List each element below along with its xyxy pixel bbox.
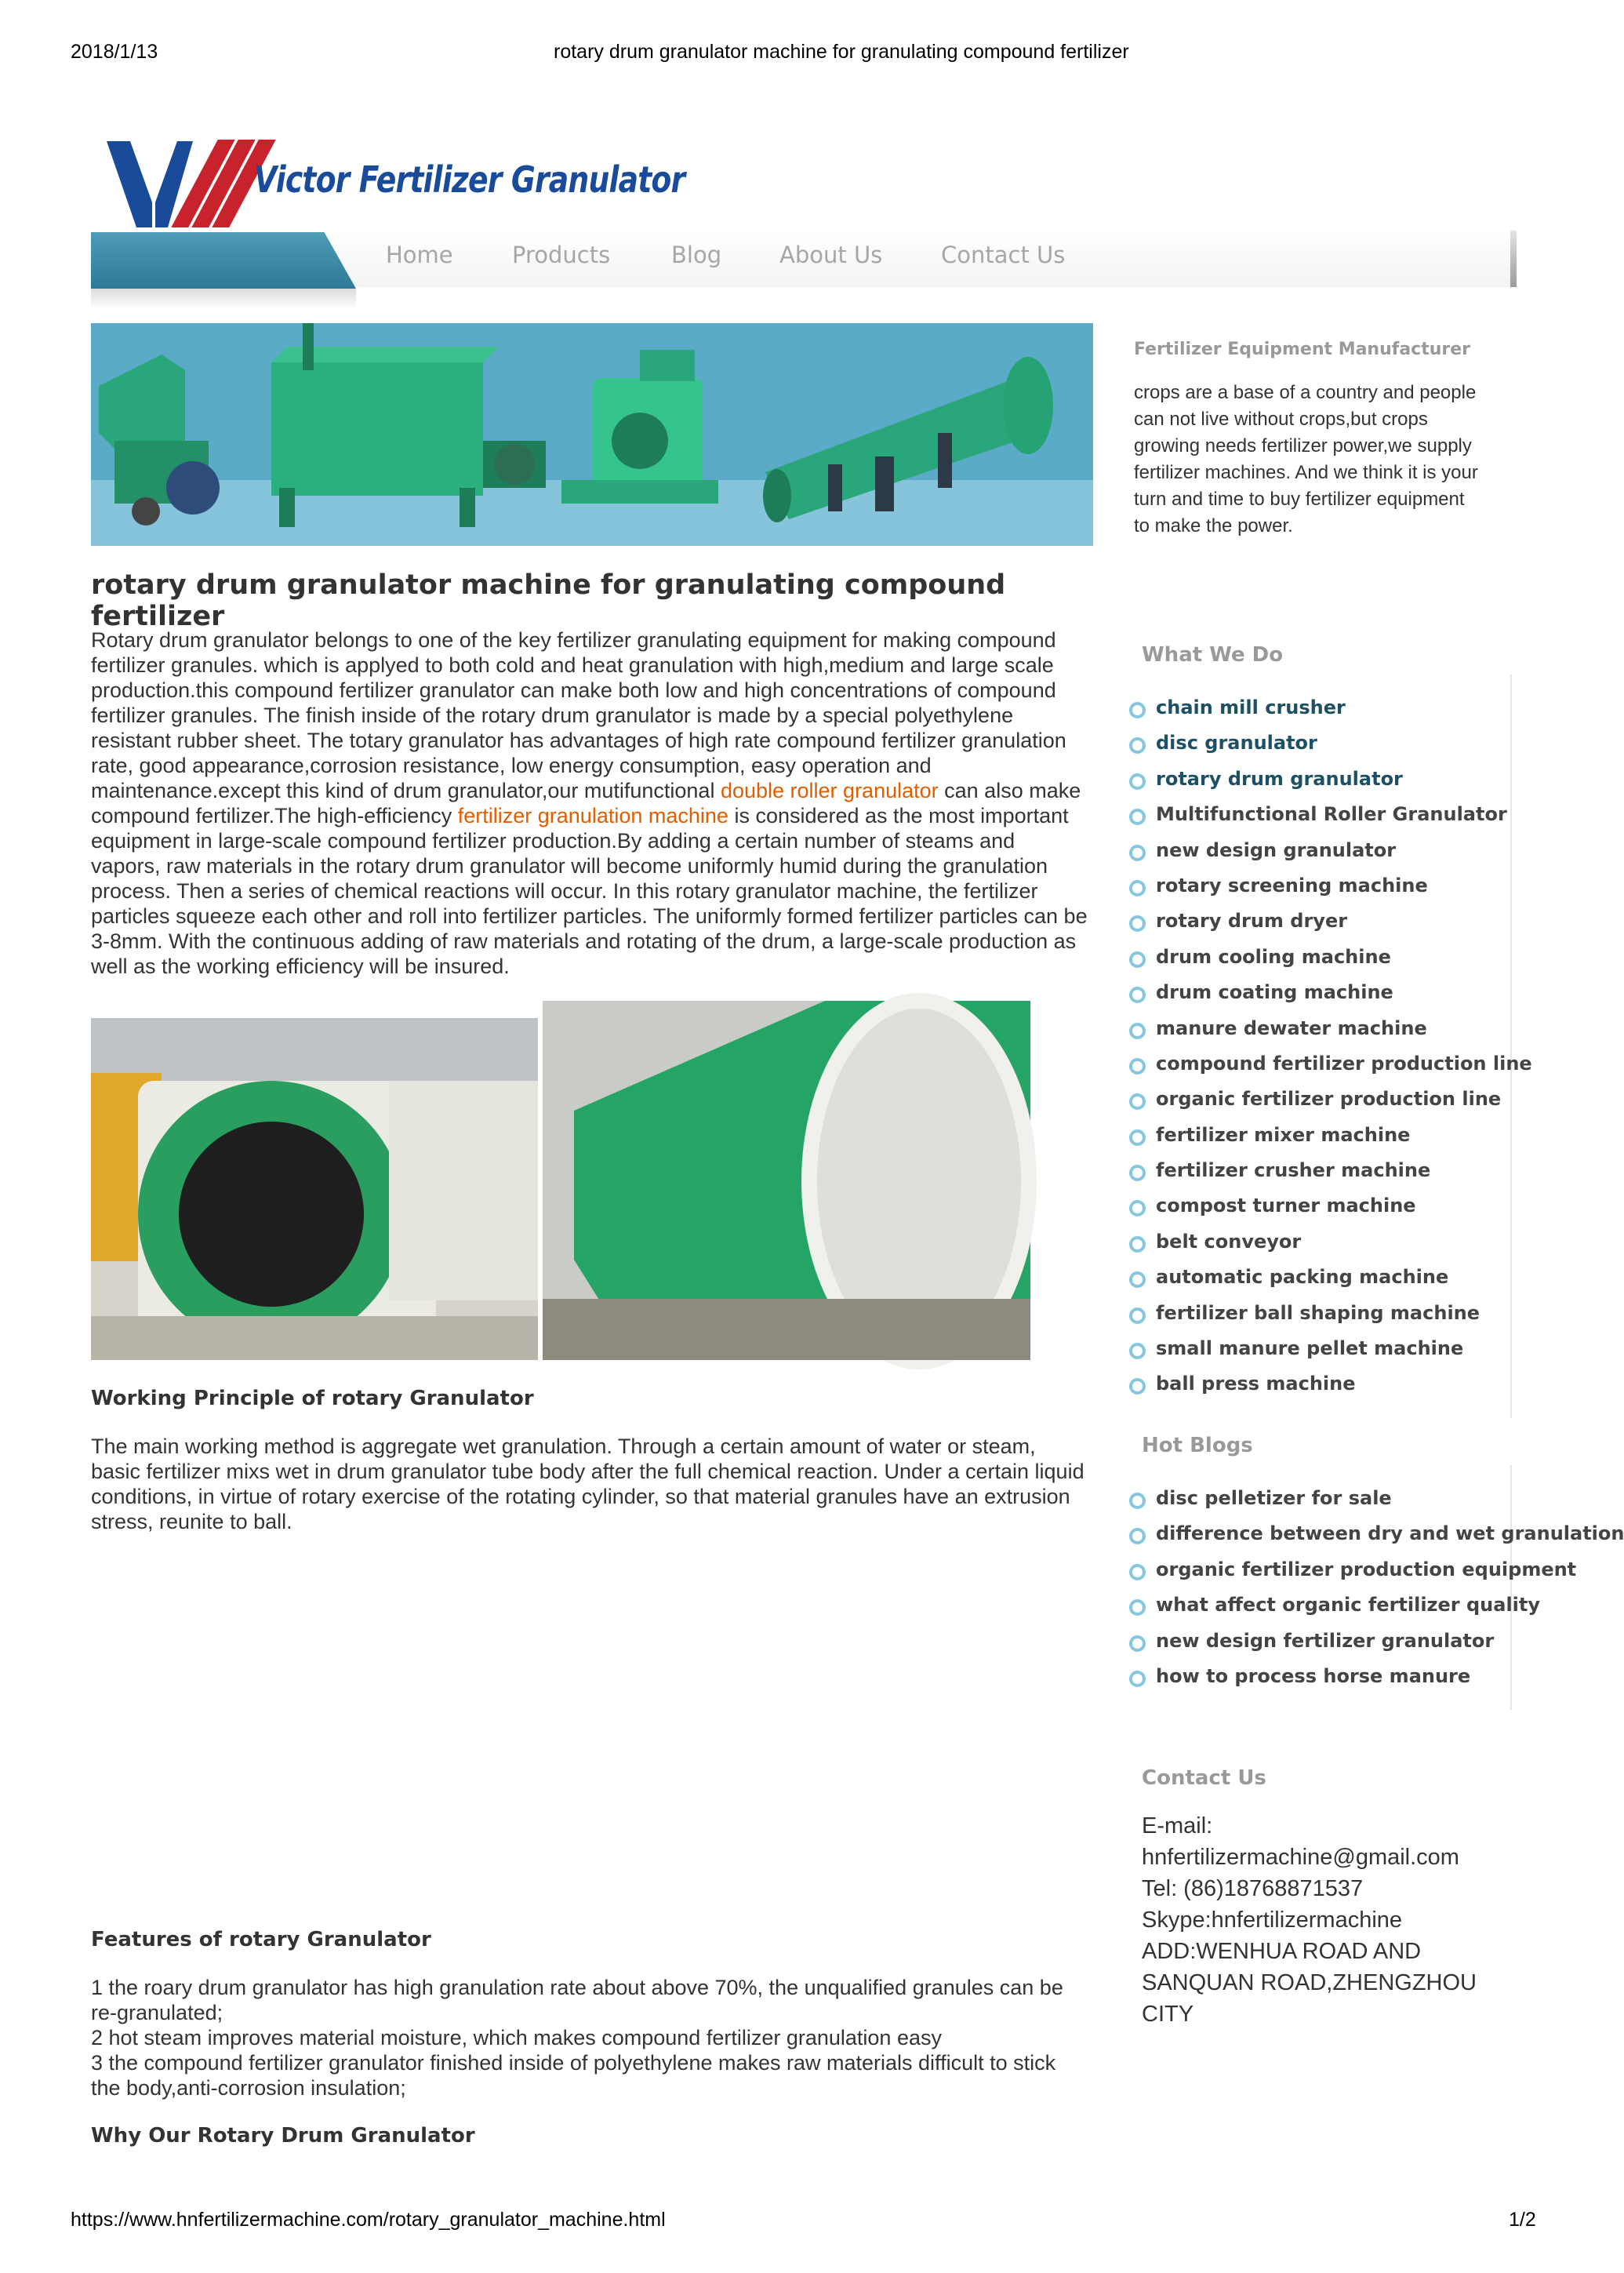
contact-email-label: E-mail: bbox=[1142, 1813, 1213, 1838]
intro-text-part-1: Rotary drum granulator belongs to one of the key fertilizer granulating equipment for making compound fertilizer granules. which is applyed to both cold and heat granulation with high,medium and large scale production.this compound fertilizer granulator can make both low and high concentrations of compound fertilizer granules. The finish inside of the rotary drum granulator is made by a special polyethylene resistant rubber sheet. The totary granulator has advantages of high rate compound fertilizer granulation rate, good appearance,corrosion resistance, low energy consumption, easy operation and maintenance.except this kind of drum granulator,our mutifunctional bbox=[91, 628, 1066, 802]
link-fertilizer-granulation-machine[interactable]: fertilizer granulation machine bbox=[457, 804, 728, 827]
sidebar-item-fertilizer-mixer-machine[interactable]: fertilizer mixer machine bbox=[1129, 1124, 1510, 1159]
what-we-do-list bbox=[1129, 696, 1532, 1409]
nav-shadow bbox=[91, 289, 356, 309]
print-url: https://www.hnfertilizermachine.com/rotary_granulator_machine.html bbox=[71, 2209, 666, 2231]
bullet-icon bbox=[1129, 1599, 1146, 1616]
bullet-icon bbox=[1129, 915, 1146, 932]
bullet-icon bbox=[1129, 845, 1146, 861]
main-nav bbox=[91, 231, 1517, 309]
bullet-icon bbox=[1129, 737, 1146, 754]
bullet-icon bbox=[1129, 1343, 1146, 1359]
granulator-photo-left-image bbox=[91, 1018, 538, 1360]
sidebar-item-rotary-drum-dryer[interactable]: rotary drum dryer bbox=[1129, 910, 1510, 945]
blog-item-organic-fertilizer-quality[interactable]: what affect organic fertilizer quality bbox=[1129, 1594, 1510, 1629]
blog-item-horse-manure[interactable]: how to process horse manure bbox=[1129, 1665, 1510, 1700]
bullet-icon bbox=[1129, 1023, 1146, 1039]
bullet-icon bbox=[1129, 1236, 1146, 1253]
sidebar-item-drum-coating-machine[interactable]: drum coating machine bbox=[1129, 981, 1510, 1016]
blog-item-new-design-granulator[interactable]: new design fertilizer granulator bbox=[1129, 1630, 1510, 1665]
bullet-icon bbox=[1129, 809, 1146, 825]
print-page-number: 1/2 bbox=[1509, 2209, 1536, 2231]
hot-blogs-box bbox=[1112, 1465, 1624, 1710]
nav-contact-us[interactable]: Contact Us bbox=[941, 242, 1066, 268]
sidebar-item-disc-granulator[interactable]: disc granulator bbox=[1129, 732, 1510, 767]
nav-products[interactable]: Products bbox=[512, 242, 611, 268]
sidebar-item-new-design-granulator[interactable]: new design granulator bbox=[1129, 839, 1510, 875]
nav-accent-block bbox=[91, 232, 356, 289]
blog-item-disc-pelletizer[interactable]: disc pelletizer for sale bbox=[1129, 1487, 1510, 1522]
sidebar-item-rotary-screening-machine[interactable]: rotary screening machine bbox=[1129, 875, 1510, 910]
sidebar-item-compound-fertilizer-production-line[interactable]: compound fertilizer production line bbox=[1129, 1053, 1510, 1088]
feature-item: 2 hot steam improves material moisture, which makes compound fertilizer granulation easy bbox=[91, 2026, 942, 2049]
hot-blogs-heading: Hot Blogs bbox=[1142, 1434, 1253, 1457]
sidebar-tagline-text: crops are a base of a country and people can not live without crops,but crops growing needs fertilizer power,we supply fertilizer machines. And we think it is your turn and time to buy fertilizer equipment to make the power. bbox=[1134, 382, 1478, 536]
features-list bbox=[91, 1975, 1088, 2100]
working-principle-heading: Working Principle of rotary Granulator bbox=[91, 1387, 534, 1410]
bullet-icon bbox=[1129, 1528, 1146, 1544]
bullet-icon bbox=[1129, 1635, 1146, 1652]
nav-home[interactable]: Home bbox=[386, 242, 453, 268]
bullet-icon bbox=[1129, 1093, 1146, 1110]
contact-info bbox=[1142, 1810, 1518, 2030]
bullet-icon bbox=[1129, 951, 1146, 968]
sidebar-item-ball-press-machine[interactable]: ball press machine bbox=[1129, 1373, 1510, 1408]
article-title: rotary drum granulator machine for granulating compound fertilizer bbox=[91, 569, 1006, 632]
bullet-icon bbox=[1129, 1129, 1146, 1146]
contact-email[interactable]: hnfertilizermachine@gmail.com bbox=[1142, 1845, 1459, 1870]
sidebar-item-rotary-drum-granulator[interactable]: rotary drum granulator bbox=[1129, 768, 1510, 803]
bullet-icon bbox=[1129, 1564, 1146, 1580]
hero-banner bbox=[91, 323, 1093, 546]
sidebar-item-automatic-packing-machine[interactable]: automatic packing machine bbox=[1129, 1266, 1510, 1301]
bullet-icon bbox=[1129, 1378, 1146, 1395]
contact-tel: Tel: (86)18768871537 bbox=[1142, 1876, 1364, 1901]
sidebar-item-small-manure-pellet-machine[interactable]: small manure pellet machine bbox=[1129, 1337, 1510, 1373]
sidebar-item-chain-mill-crusher[interactable]: chain mill crusher bbox=[1129, 696, 1510, 732]
granulator-photo-right-image bbox=[543, 1001, 1030, 1360]
what-we-do-heading: What We Do bbox=[1142, 643, 1284, 667]
article-intro bbox=[91, 627, 1088, 979]
site-logo[interactable] bbox=[100, 132, 685, 234]
bullet-icon bbox=[1129, 1307, 1146, 1324]
sidebar-item-belt-conveyor[interactable]: belt conveyor bbox=[1129, 1231, 1510, 1266]
bullet-icon bbox=[1129, 1271, 1146, 1288]
bullet-icon bbox=[1129, 987, 1146, 1003]
sidebar-item-multifunctional-roller-granulator[interactable]: Multifunctional Roller Granulator bbox=[1129, 803, 1510, 838]
hot-blogs-list bbox=[1129, 1487, 1624, 1700]
print-page-title: rotary drum granulator machine for granulating compound fertilizer bbox=[554, 41, 1129, 63]
sidebar-item-manure-dewater-machine[interactable]: manure dewater machine bbox=[1129, 1017, 1510, 1053]
sidebar-tagline-heading: Fertilizer Equipment Manufacturer bbox=[1134, 340, 1471, 359]
nav-about-us[interactable]: About Us bbox=[779, 242, 883, 268]
sidebar-item-fertilizer-crusher-machine[interactable]: fertilizer crusher machine bbox=[1129, 1159, 1510, 1195]
contact-heading: Contact Us bbox=[1142, 1766, 1266, 1790]
nav-blog[interactable]: Blog bbox=[671, 242, 722, 268]
print-date: 2018/1/13 bbox=[71, 41, 158, 63]
granulator-photo-right bbox=[543, 1001, 1030, 1360]
contact-address: ADD:WENHUA ROAD AND SANQUAN ROAD,ZHENGZHOU CITY bbox=[1142, 1939, 1477, 2027]
blog-item-organic-fertilizer-equipment[interactable]: organic fertilizer production equipment bbox=[1129, 1558, 1510, 1594]
granulator-photo-left bbox=[91, 1018, 538, 1360]
what-we-do-box bbox=[1112, 675, 1532, 1418]
sidebar-item-drum-cooling-machine[interactable]: drum cooling machine bbox=[1129, 946, 1510, 981]
features-heading: Features of rotary Granulator bbox=[91, 1928, 431, 1951]
intro-text-part-3: is considered as the most important equipment in large-scale compound fertilizer production.By adding a certain number of steams and vapors, raw materials in the rotary drum granulator will become uniformly humid during the granulation process. Then a series of chemical reactions will occur. In this rotary granulator machine, the fertilizer particles squeeze each other and roll into fertilizer particles. The uniformly formed fertilizer particles can be 3-8mm. With the continuous adding of raw materials and rotating of the drum, a large-scale production as well as the working efficiency will be insured. bbox=[91, 804, 1088, 978]
feature-item: 3 the compound fertilizer granulator finished inside of polyethylene makes raw materials difficult to stick the body,anti-corrosion insulation; bbox=[91, 2051, 1056, 2100]
bullet-icon bbox=[1129, 1671, 1146, 1687]
bullet-icon bbox=[1129, 1165, 1146, 1181]
bullet-icon bbox=[1129, 702, 1146, 718]
bullet-icon bbox=[1129, 1493, 1146, 1509]
sidebar-item-compost-turner-machine[interactable]: compost turner machine bbox=[1129, 1195, 1510, 1230]
bullet-icon bbox=[1129, 1058, 1146, 1075]
link-double-roller-granulator[interactable]: double roller granulator bbox=[720, 779, 939, 802]
sidebar-item-organic-fertilizer-production-line[interactable]: organic fertilizer production line bbox=[1129, 1088, 1510, 1123]
blog-item-dry-wet-granulation[interactable]: difference between dry and wet granulation bbox=[1129, 1522, 1510, 1558]
logo-text: Victor Fertilizer Granulator bbox=[254, 158, 685, 201]
nav-endcap bbox=[1510, 231, 1517, 287]
bullet-icon bbox=[1129, 880, 1146, 896]
bullet-icon bbox=[1129, 773, 1146, 790]
banner-machines-image bbox=[91, 323, 1093, 546]
bullet-icon bbox=[1129, 1200, 1146, 1217]
why-heading: Why Our Rotary Drum Granulator bbox=[91, 2124, 475, 2148]
contact-skype: Skype:hnfertilizermachine bbox=[1142, 1908, 1403, 1933]
working-principle-text: The main working method is aggregate wet granulation. Through a certain amount of water or steam, basic fertilizer mixs wet in drum granulator tube body after the full chemical reaction. Under a certain liquid conditions, in virtue of rotary exercise of the rotating cylinder, so that material granules have an extrusion stress, reunite to ball. bbox=[91, 1435, 1084, 1533]
sidebar-item-fertilizer-ball-shaping-machine[interactable]: fertilizer ball shaping machine bbox=[1129, 1302, 1510, 1337]
intro-text-part-2: can also make compound fertilizer.The high-efficiency bbox=[91, 779, 1081, 827]
feature-item: 1 the roary drum granulator has high granulation rate about above 70%, the unqualified granules can be re-granulated; bbox=[91, 1976, 1063, 2024]
